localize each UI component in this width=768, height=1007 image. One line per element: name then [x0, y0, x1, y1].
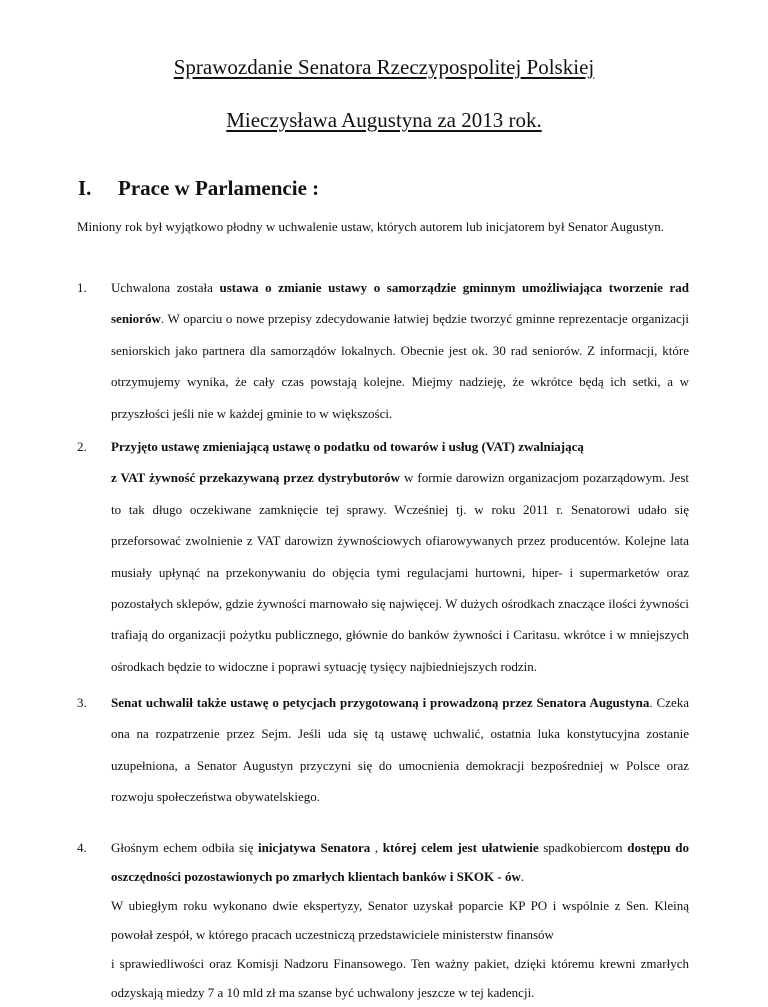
list-item-text: Senat uchwalił także ustawę o petycjach przygotowaną i prowadzoną przez Senatora Augustyna. Czeka ona na rozpatrzenie przez Sejm. Jeśli uda się tą ustawę uchwalić, ostatnia luka konstytucyjna zostanie uzupełniona, a Senator Augustyn przyczyni się do umocnienia demokracji bezpośredniej w Polsce oraz rozwoju społeczeństwa obywatelskiego.: [111, 695, 689, 805]
bold-text: Senat uchwalił także ustawę o petycjach przygotowaną i prowadzoną przez Senatora Augustyna: [111, 695, 650, 710]
document-title-line-1: Sprawozdanie Senatora Rzeczypospolitej Polskiej: [173, 55, 595, 79]
bold-text: której celem jest ułatwienie: [382, 840, 539, 855]
list-item-3: [77, 687, 689, 813]
bold-text: z VAT żywność przekazywaną przez dystrybutorów: [111, 470, 401, 486]
list-item-2: [77, 431, 689, 682]
bold-text: ustawa o zmianie ustawy o samorządzie gminnym umożliwiająca tworzenie rad seniorów: [111, 280, 689, 327]
bold-text: Przyjęto ustawę zmieniającą ustawę o podatku od towarów i usług (VAT) zwalniającą: [111, 439, 584, 454]
bold-text: inicjatywa Senatora: [258, 840, 371, 855]
list-item-text: Przyjęto ustawę zmieniającą ustawę o podatku od towarów i usług (VAT) zwalniającą z VAT żywność przekazywaną przez dystrybutorów w formie darowizn organizacjom pozarządowym. Jest to tak długo oczekiwane zamknięcie tej sprawy. Wcześniej tj. w roku 2011 r. Senatorowi udało się przeforsować zwolnienie z VAT darowizn żywnościowych ofiarowywanych przez producentów. Kolejne lata musiały upłynąć na przekonywaniu do objęcia tymi regulacjami hurtowni, hiper- i supermarketów oraz pozostałych sklepów, gdzie żywności marnowało się najwięcej. W dużych ośrodkach znaczące ilości żywności trafiają do organizacji pożytku publicznego, głównie do banków żywności i Caritasu. wkrótce i w mniejszych ośrodkach będzie to widoczne i poprawi sytuację tysięcy najbiedniejszych rodzin.: [111, 439, 689, 674]
intro-paragraph: Miniony rok był wyjątkowo płodny w uchwalenie ustaw, których autorem lub inicjatorem był Senator Augustyn.: [77, 219, 664, 234]
document-title-line-2: Mieczysława Augustyna za 2013 rok.: [226, 108, 542, 132]
list-item-number: 2.: [77, 439, 87, 454]
list-item-1: [77, 272, 689, 429]
section-heading: [78, 176, 319, 201]
list-item-text: Uchwalona została ustawa o zmianie ustawy o samorządzie gminnym umożliwiająca tworzenie rad seniorów. W oparciu o nowe przepisy zdecydowanie łatwiej będzie tworzyć gminne reprezentacje organizacji seniorskich jako partnera dla samorządów lokalnych. Obecnie jest ok. 30 rad seniorów. Z informacji, które otrzymujemy wynika, że cały czas powstają kolejne. Miejmy nadzieję, że wkrótce będą ich setki, a w przyszłości jeśli nie w każdej gminie to w większości.: [111, 280, 689, 421]
list-item-text: Głośnym echem odbiła się inicjatywa Senatora , której celem jest ułatwienie spadkobiercom dostępu do oszczędności pozostawionych po zmarłych klientach banków i SKOK - ów. W ubiegłym roku wykonano dwie ekspertyzy, Senator uzyskał poparcie KP PO i wspólnie z Sen. Kleiną powołał zespół, w którego pracach uczestniczą przedstawiciele ministerstw finansów i sprawiedliwości oraz Komisji Nadzoru Finansowego. Ten ważny pakiet, dzięki któremu krewni zmarłych odzyskają miedzy 7 a 10 mld zł ma szanse być uchwalony jeszcze w tej kadencji.: [111, 840, 689, 1000]
list-item-number: 1.: [77, 280, 87, 295]
section-title: Prace w Parlamencie :: [118, 176, 320, 200]
list-item-number: 3.: [77, 695, 87, 710]
section-number: I.: [78, 176, 92, 200]
bold-text: dostępu do oszczędności pozostawionych po zmarłych klientach banków i SKOK - ów: [111, 840, 689, 884]
list-item-number: 4.: [77, 840, 87, 855]
list-item-4: [77, 833, 689, 1007]
